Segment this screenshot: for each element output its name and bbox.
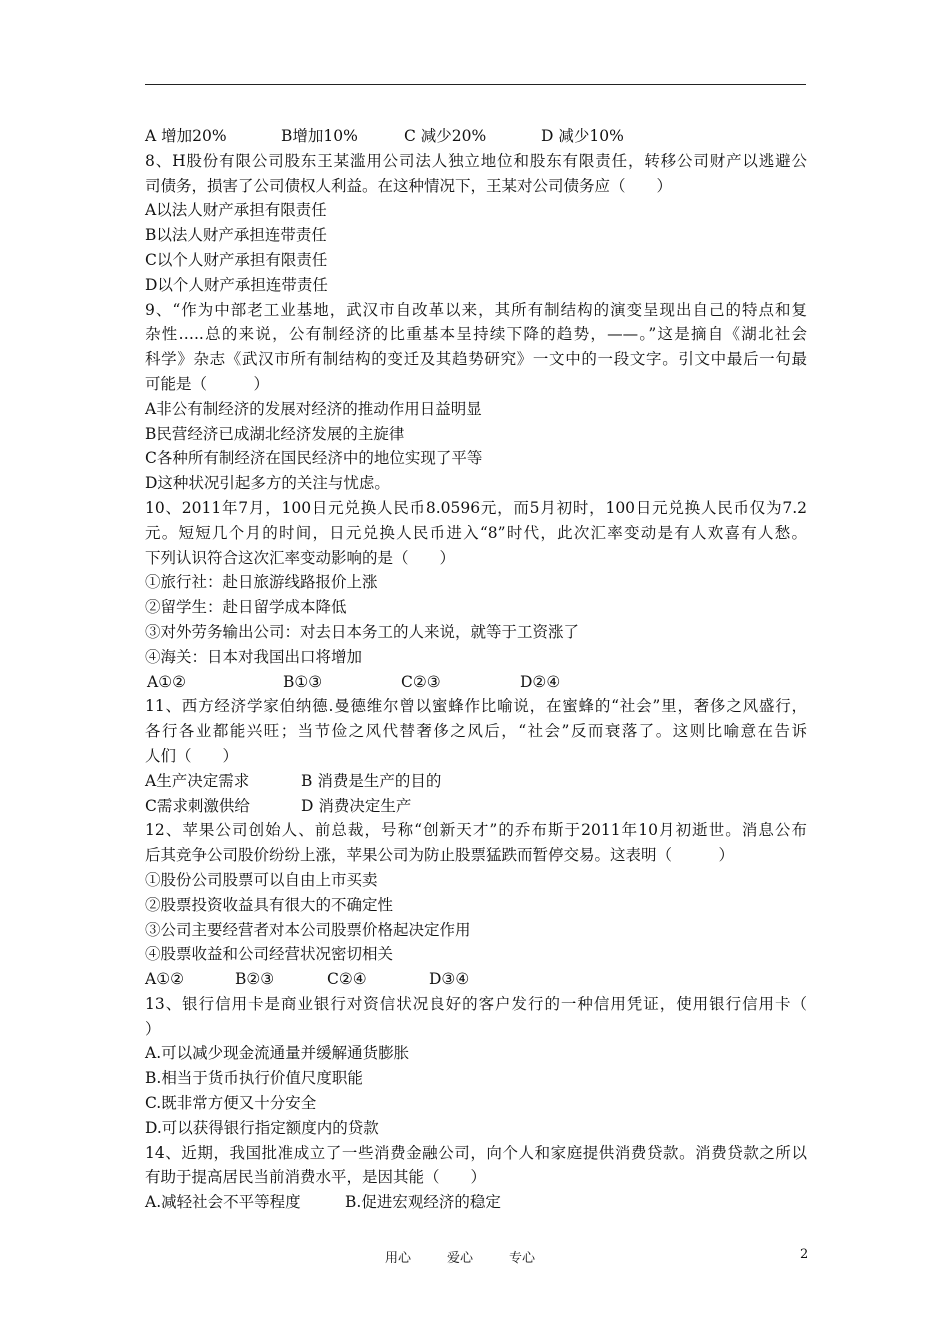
q11-stem-line: 11、西方经济学家伯纳德.曼德维尔曾以蜜蜂作比喻说，在蜜蜂的“社会”里，奢侈之风盛行， [145, 697, 807, 716]
q12-option-d: D③④ [429, 970, 470, 989]
q10-item: ②留学生：赴日留学成本降低 [145, 598, 347, 617]
q11-stem-line: 各行各业都能兴旺；当节俭之风代替奢侈之风后，“社会”反而衰落了。这则比喻意在告诉 [145, 722, 807, 741]
q14-options [145, 1190, 807, 1215]
q12-option-a: A①② [145, 970, 184, 989]
footer-motto [385, 1247, 535, 1266]
q12-item: ③公司主要经营者对本公司股票价格起决定作用 [145, 920, 471, 939]
footer-word: 专心 [509, 1251, 536, 1266]
q10-option-c: C②③ [401, 672, 441, 691]
q7-options [145, 124, 807, 149]
q11-options-row1 [145, 769, 807, 794]
q8-option-c: C以个人财产承担有限责任 [145, 250, 328, 269]
q12-options [145, 967, 807, 992]
q9-option-c: C各种所有制经济在国民经济中的地位实现了平等 [145, 449, 483, 468]
q7-option-b: B增加10% [281, 127, 358, 145]
q8-stem-line: 8、H股份有限公司股东王某滥用公司法人独立地位和股东有限责任，转移公司财产以逃避公 [145, 151, 807, 170]
page-number: 2 [800, 1247, 809, 1262]
q14-stem-line: 14、近期，我国批准成立了一些消费金融公司，向个人和家庭提供消费贷款。消费贷款之所以 [145, 1143, 807, 1162]
q8-option-d: D以个人财产承担连带责任 [145, 275, 328, 294]
q10-stem-line: 下列认识符合这次汇率变动影响的是（ ） [145, 548, 456, 567]
q12-option-c: C②④ [327, 970, 367, 989]
q12-item: ④股票收益和公司经营状况密切相关 [145, 945, 394, 964]
footer-word: 爱心 [447, 1251, 474, 1266]
q11-option-b: B 消费是生产的目的 [301, 771, 442, 790]
q8-stem-line: 司债务，损害了公司债权人利益。在这种情况下，王某对公司债务应（ ） [145, 176, 673, 195]
q14-option-b: B.促进宏观经济的稳定 [345, 1193, 501, 1212]
q10-stem-line: 元。短短几个月的时间，日元兑换人民币进入“8”时代，此次汇率变动是有人欢喜有人愁。 [145, 523, 807, 542]
header-rule [145, 84, 806, 85]
q13-stem-line: ） [145, 1019, 161, 1038]
q9-stem-line: 可能是（ ） [145, 374, 270, 393]
q12-stem-line: 12、苹果公司创始人、前总裁，号称“创新天才”的乔布斯于2011年10月初逝世。消息公布 [145, 821, 807, 840]
q7-option-c: C 减少20% [404, 127, 487, 145]
q8-option-b: B以法人财产承担连带责任 [145, 226, 327, 245]
q11-option-c: C需求刺激供给 [145, 796, 250, 815]
q10-item: ③对外劳务输出公司：对去日本务工的人来说，就等于工资涨了 [145, 622, 580, 641]
q10-option-d: D②④ [520, 672, 561, 691]
q12-item: ②股票投资收益具有很大的不确定性 [145, 895, 394, 914]
q10-option-b: B①③ [283, 672, 323, 691]
q11-option-d: D 消费决定生产 [301, 796, 412, 815]
q9-option-d: D这种状况引起多方的关注与忧虑。 [145, 474, 390, 493]
q13-option-c: C.既非常方便又十分安全 [145, 1094, 317, 1113]
q8-option-a: A以法人财产承担有限责任 [145, 201, 327, 220]
q14-option-a: A.减轻社会不平等程度 [145, 1193, 301, 1212]
q12-item: ①股份公司股票可以自由上市买卖 [145, 870, 378, 889]
q10-option-a: A①② [147, 672, 186, 691]
q9-stem-line: 9、“作为中部老工业基地，武汉市自改革以来，其所有制结构的演变呈现出自己的特点和复 [145, 300, 807, 319]
q11-stem-line: 人们（ ） [145, 746, 239, 765]
q10-item: ①旅行社：赴日旅游线路报价上涨 [145, 573, 378, 592]
q7-option-d: D 减少10% [541, 127, 624, 145]
q9-option-a: A非公有制经济的发展对经济的推动作用日益明显 [145, 399, 482, 418]
q10-item: ④海关：日本对我国出口将增加 [145, 647, 363, 666]
q9-option-b: B民营经济已成湖北经济发展的主旋律 [145, 424, 405, 443]
q10-options [145, 670, 807, 695]
q11-option-a: A生产决定需求 [145, 771, 250, 790]
q12-stem-line: 后其竞争公司股价纷纷上涨，苹果公司为防止股票猛跌而暂停交易。这表明（ ） [145, 846, 735, 865]
q9-stem-line: 杂性…..总的来说，公有制经济的比重基本呈持续下降的趋势，——。”这是摘自《湖北社会 [145, 325, 807, 344]
q13-option-a: A.可以减少现金流通量并缓解通货膨胀 [145, 1044, 410, 1063]
q10-stem-line: 10、2011年7月，100日元兑换人民币8.0596元，而5月初时，100日元兑换人民币仅为7.2 [145, 498, 807, 517]
q14-stem-line: 有助于提高居民当前消费水平，是因其能（ ） [145, 1168, 487, 1187]
q11-options-row2 [145, 794, 807, 819]
page-content [145, 124, 807, 1215]
q13-option-b: B.相当于货币执行价值尺度职能 [145, 1069, 363, 1088]
footer-word: 用心 [385, 1251, 412, 1266]
q9-stem-line: 科学》杂志《武汉市所有制结构的变迁及其趋势研究》一文中的一段文字。引文中最后一句最 [145, 350, 807, 369]
q12-option-b: B②③ [235, 970, 275, 989]
q13-stem-line: 13、银行信用卡是商业银行对资信状况良好的客户发行的一种信用凭证，使用银行信用卡（ [145, 994, 807, 1013]
q13-option-d: D.可以获得银行指定额度内的贷款 [145, 1118, 379, 1137]
q7-option-a: A 增加20% [145, 127, 227, 145]
